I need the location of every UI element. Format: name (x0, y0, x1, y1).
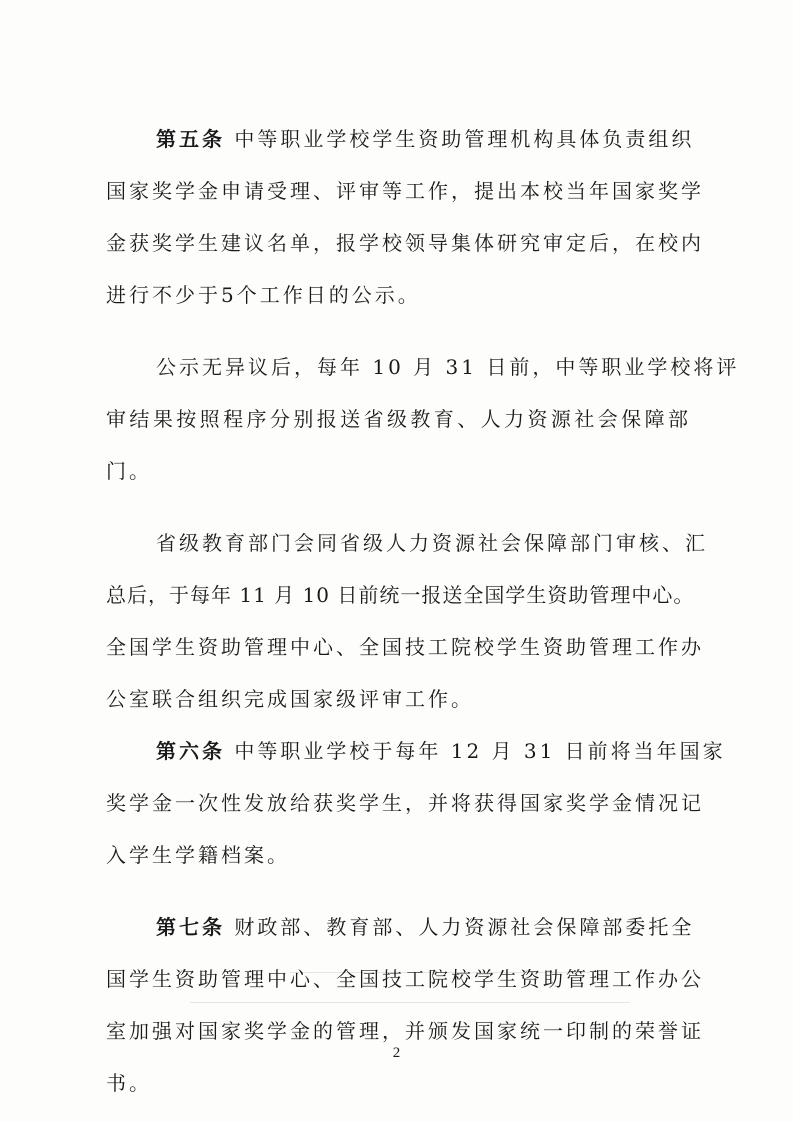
article-5-line-1: 第五条 中等职业学校学生资助管理机构具体负责组织 (156, 127, 695, 151)
paragraph-3-line-1: 省级教育部门会同省级人力资源社会保障部门审核、汇 (156, 531, 708, 555)
article-6-heading: 第六条 (156, 739, 225, 763)
paragraph-3-line-4: 公室联合组织完成国家级评审工作。 (106, 687, 474, 711)
article-5-line-3: 金获奖学生建议名单，报学校领导集体研究审定后，在校内 (106, 231, 704, 255)
paragraph-2-line-1: 公示无异议后，每年 10 月 31 日前，中等职业学校将评 (156, 355, 740, 379)
article-6-line-3: 入学生学籍档案。 (106, 843, 290, 867)
article-7-line-3: 室加强对国家奖学金的管理，并颁发国家统一印制的荣誉证 (106, 1019, 704, 1043)
document-body (106, 113, 740, 1109)
paragraph-3-line-2: 总后，于每年 11 月 10 日前统一报送全国学生资助管理中心。 (106, 583, 695, 607)
article-5-heading: 第五条 (156, 127, 225, 151)
article-7-line-4: 书。 (106, 1071, 152, 1095)
article-6-line-1: 第六条 中等职业学校于每年 12 月 31 日前将当年国家 (156, 739, 726, 763)
article-5-line-2: 国家奖学金申请受理、评审等工作，提出本校当年国家奖学 (106, 179, 704, 203)
paragraph-2-line-2: 审结果按照程序分别报送省级教育、人力资源社会保障部 (106, 407, 691, 431)
paragraph-2-line-3: 门。 (106, 459, 152, 483)
article-6-line-2: 奖学金一次性发放给获奖学生，并将获得国家奖学金情况记 (106, 791, 704, 815)
article-7-line-2: 国学生资助管理中心、全国技工院校学生资助管理工作办公 (106, 967, 704, 991)
article-7-heading: 第七条 (156, 915, 225, 939)
paragraph-3-line-3: 全国学生资助管理中心、全国技工院校学生资助管理工作办 (106, 635, 704, 659)
article-5-line-4: 进行不少于5个工作日的公示。 (106, 283, 421, 307)
page-number: 2 (392, 1045, 401, 1061)
article-7-line-1: 第七条 财政部、教育部、人力资源社会保障部委托全 (156, 915, 695, 939)
